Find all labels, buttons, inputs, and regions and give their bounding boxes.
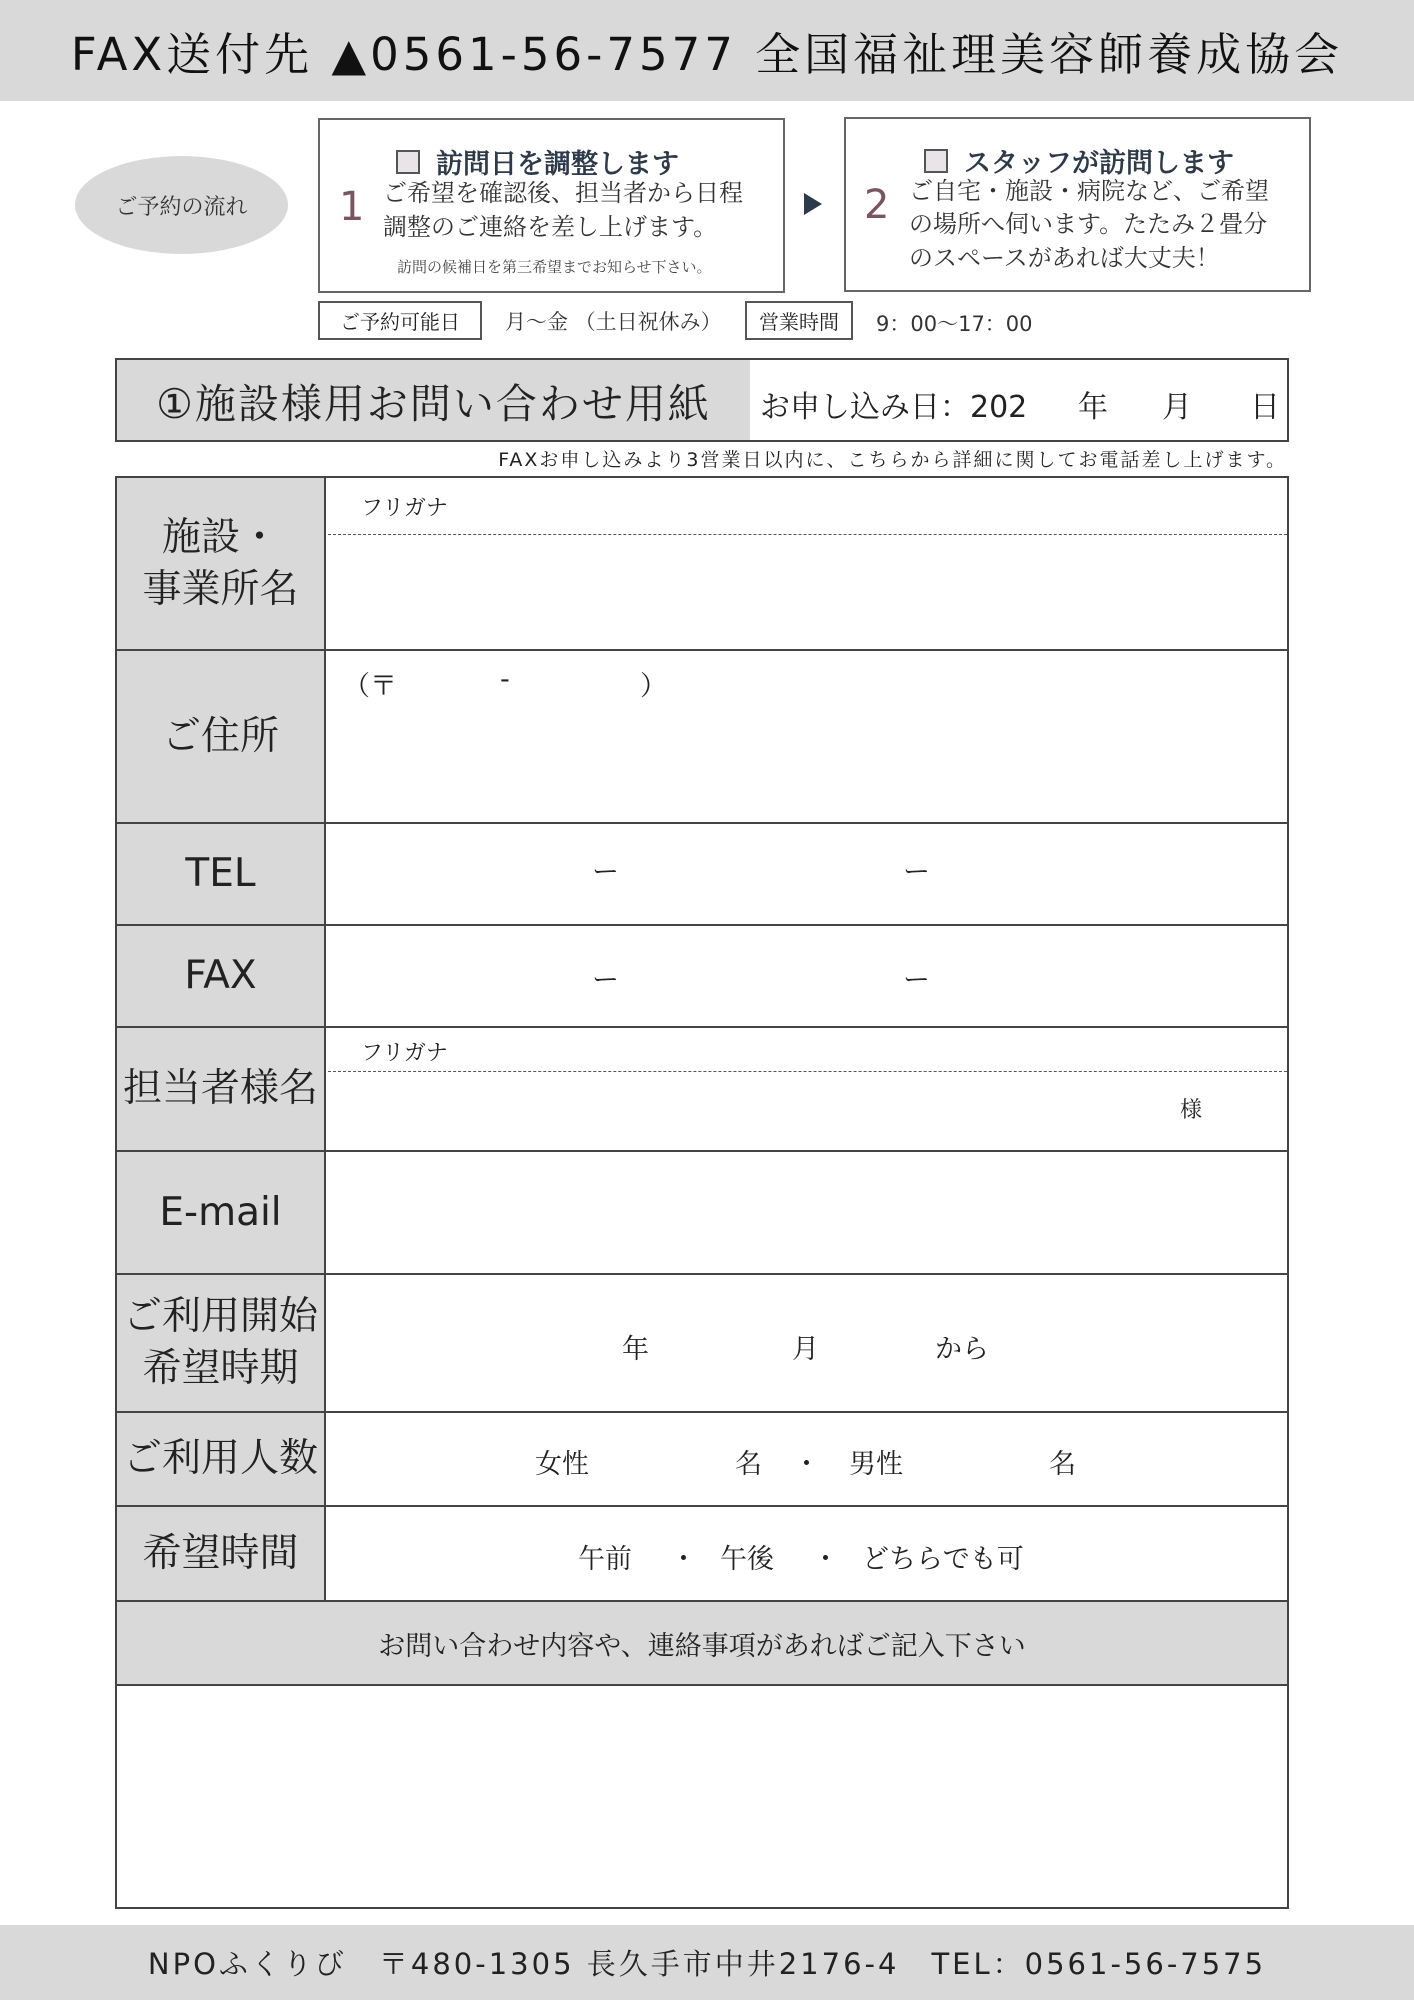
step-1-description-line-2: 調整のご連絡を差し上げます。 <box>383 213 718 241</box>
step-2-number: 2 <box>864 182 890 228</box>
contact-furigana-input[interactable] <box>328 1028 1287 1070</box>
tel-input[interactable] <box>328 824 1287 924</box>
remarks-header <box>117 1602 1287 1684</box>
number-of-users-label: ご利用人数 <box>117 1413 326 1505</box>
facility-name-label-line-2: 事業所名 <box>142 566 299 612</box>
contact-furigana-divider <box>328 1071 1287 1072</box>
application-date-day: 日 <box>1250 390 1280 425</box>
start-from-text: から <box>935 1334 989 1365</box>
postal-dash: - <box>500 664 510 695</box>
male-label: 男性 <box>849 1449 903 1480</box>
female-count-unit: 名 <box>735 1449 762 1480</box>
postal-close: ） <box>640 671 667 702</box>
step-2-checkbox[interactable] <box>924 149 948 173</box>
start-period-label <box>117 1275 326 1411</box>
honorific-suffix: 様 <box>1180 1098 1203 1123</box>
footer-contact: NPOふくりび 〒480-1305 長久手市中井2176-4 TEL：0561-56-7575 <box>0 1925 1414 2000</box>
address-input[interactable] <box>328 651 1287 822</box>
availability-value: 月〜金 （土日祝休み） <box>505 310 722 334</box>
fax-separator-1: ー <box>592 965 619 996</box>
start-year-unit: 年 <box>622 1334 649 1365</box>
business-hours-value: 9：00〜17：00 <box>876 312 1033 336</box>
application-date-label: お申し込み日：202 <box>760 390 1028 425</box>
step-1-description-line-1: ご希望を確認後、担当者から日程 <box>383 179 743 207</box>
step-1-title: 訪問日を調整します <box>436 149 679 180</box>
availability-label: ご予約可能日 <box>318 301 482 340</box>
application-date-year: 年 <box>1078 390 1108 425</box>
facility-furigana-input[interactable] <box>328 478 1287 532</box>
fax-input[interactable] <box>328 926 1287 1026</box>
start-period-label-line-1: ご利用開始 <box>122 1294 318 1339</box>
email-input[interactable] <box>328 1152 1287 1273</box>
contact-person-label: 担当者様名 <box>117 1028 326 1150</box>
remarks-input[interactable] <box>117 1686 1287 1907</box>
application-date-field[interactable] <box>750 358 1289 442</box>
application-date-month: 月 <box>1162 390 1192 425</box>
contact-name-input[interactable] <box>328 1073 1287 1150</box>
time-option-either[interactable]: どちらでも可 <box>862 1544 1024 1575</box>
facility-name-label-line-1: 施設・ <box>161 514 279 560</box>
step-1-title-row <box>396 142 679 181</box>
tel-separator-1: ー <box>592 857 619 888</box>
step-1-number: 1 <box>339 184 365 230</box>
step-2-description-line-1: ご自宅・施設・病院など、ご希望 <box>909 177 1269 205</box>
step-2-description-line-3: のスペースがあれば大丈夫！ <box>909 244 1220 272</box>
tel-label: TEL <box>117 824 326 924</box>
female-label: 女性 <box>535 1449 589 1480</box>
business-hours-label: 営業時間 <box>745 301 853 340</box>
email-label: E-mail <box>117 1152 326 1273</box>
step-2-title: スタッフが訪問します <box>964 148 1234 179</box>
fax-label: FAX <box>117 926 326 1026</box>
step-1-checkbox[interactable] <box>396 150 420 174</box>
postal-open: （〒 <box>343 671 397 702</box>
facility-name-label <box>117 478 326 649</box>
male-count-unit: 名 <box>1049 1449 1076 1480</box>
time-separator-2: ・ <box>812 1544 839 1575</box>
address-label: ご住所 <box>117 651 326 822</box>
tel-separator-2: ー <box>903 857 930 888</box>
fax-separator-2: ー <box>903 965 930 996</box>
facility-name-input[interactable] <box>328 536 1287 649</box>
contact-furigana-label: フリガナ <box>361 1041 448 1066</box>
start-month-unit: 月 <box>792 1334 819 1365</box>
facility-furigana-label: フリガナ <box>361 496 448 521</box>
start-period-label-line-2: 希望時期 <box>142 1346 299 1391</box>
form-title: ①施設様用お問い合わせ用紙 <box>115 358 752 442</box>
preferred-time-label: 希望時間 <box>117 1507 326 1600</box>
fax-destination-heading: FAX送付先 ▲0561-56-7577 全国福祉理美容師養成協会 <box>70 28 1344 81</box>
time-option-am[interactable]: 午前 <box>578 1544 632 1575</box>
time-separator-1: ・ <box>670 1544 697 1575</box>
gender-separator: ・ <box>793 1449 820 1480</box>
step-1-note: 訪問の候補日を第三希望までお知らせ下さい。 <box>397 258 712 276</box>
facility-furigana-divider <box>328 534 1287 535</box>
callback-note: FAXお申し込みより3営業日以内に、こちらから詳細に関してお電話差し上げます。 <box>498 449 1287 471</box>
flow-arrow-icon <box>804 193 822 215</box>
time-option-pm[interactable]: 午後 <box>720 1544 774 1575</box>
step-2-description-line-2: の場所へ伺います。たたみ２畳分 <box>909 210 1268 238</box>
reservation-flow-label: ご予約の流れ <box>75 156 288 254</box>
remarks-header-text: お問い合わせ内容や、連絡事項があればご記入下さい <box>378 1630 1026 1662</box>
